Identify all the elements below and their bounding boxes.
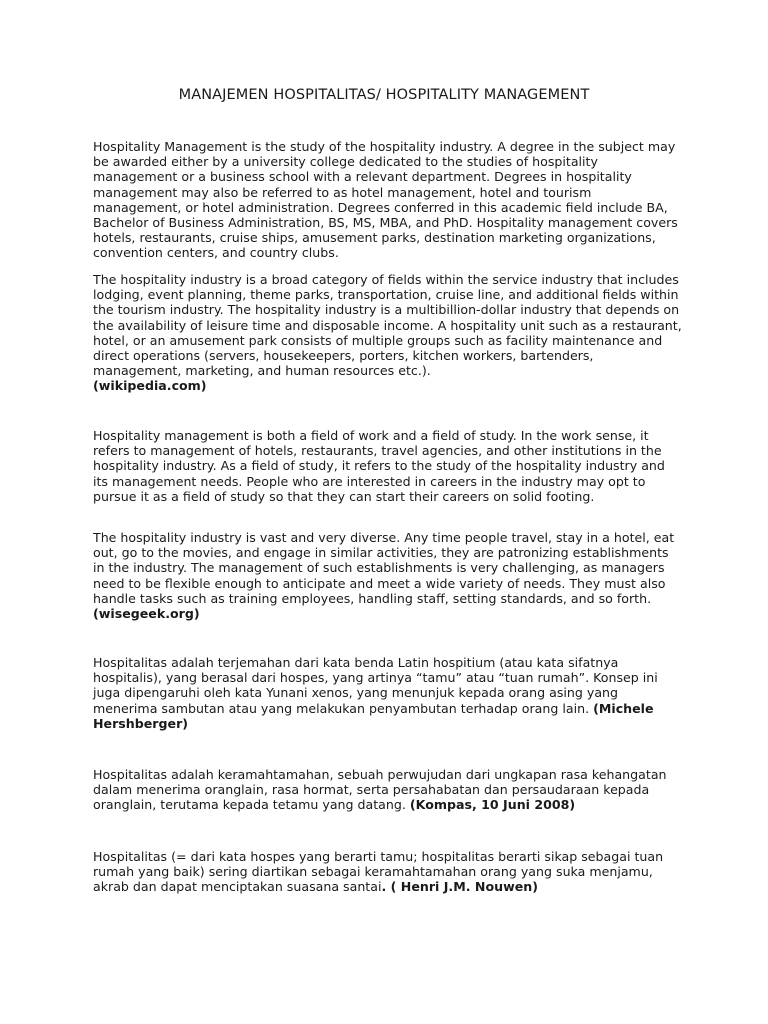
document-title: MANAJEMEN HOSPITALITAS/ HOSPITALITY MANAGEMENT — [178, 87, 590, 103]
paragraph-hospitality-industry-category — [93, 272, 683, 394]
paragraph-source: (wisegeek.org) — [93, 606, 200, 622]
paragraph-hospitality-management-definition — [93, 139, 683, 261]
paragraph-field-of-work-and-study — [93, 428, 683, 504]
paragraph-source: (wikipedia.com) — [93, 378, 207, 394]
paragraph-text: Hospitality Management is the study of the hospitality industry. A degree in the subject may be awarded either by a university college dedicated to the studies of hospitality management or a business school with a relevant department. Degrees in hospitality management may also be referred to as hotel management, hotel and tourism management, or hotel administration. Degrees conferred in this academic field include BA, Bachelor of Business Administration, BS, MS, MBA, and PhD. Hospitality management covers hotels, restaurants, cruise ships, amusement parks, destination marketing organizations, convention centers, and country clubs. — [93, 139, 678, 261]
paragraph-text: The hospitality industry is vast and very diverse. Any time people travel, stay in a hotel, eat out, go to the movies, and engage in similar activities, they are patronizing establishments in the industry. The management of such establishments is very challenging, as managers need to be flexible enough to anticipate and meet a wide variety of needs. They must also handle tasks such as training employees, handling staff, setting standards, and so forth. — [93, 530, 675, 606]
paragraph-hospitalitas-keramahtamahan — [93, 767, 683, 813]
paragraph-hospitalitas-hospes — [93, 849, 683, 895]
paragraph-text: Hospitalitas adalah keramahtamahan, sebuah perwujudan dari ungkapan rasa kehangatan dalam menerima oranglain, rasa hormat, serta persahabatan dan persaudaraan kepada oranglain, terutama kepada tetamu yang datang. — [93, 767, 667, 813]
paragraph-source: (Kompas, 10 Juni 2008) — [409, 797, 576, 813]
paragraph-source: . ( Henri J.M. Nouwen) — [381, 879, 538, 895]
paragraph-text: Hospitality management is both a field of work and a field of study. In the work sense, it refers to management of hotels, restaurants, travel agencies, and other institutions in the hospitality industry. As a field of study, it refers to the study of the hospitality industry and its management needs. People who are interested in careers in the industry may opt to pursue it as a field of study so that they can start their careers on solid footing. — [93, 428, 665, 504]
paragraph-source: (Michele Hershberger) — [93, 700, 654, 731]
paragraph-text: The hospitality industry is a broad category of fields within the service industry that includes lodging, event planning, theme parks, transportation, cruise line, and additional fields within the tourism industry. The hospitality industry is a multibillion-dollar industry that depends on the availability of leisure time and disposable income. A hospitality unit such as a restaurant, hotel, or an amusement park consists of multiple groups such as facility maintenance and direct operations (servers, housekeepers, porters, kitchen workers, bartenders, management, marketing, and human resources etc.). — [93, 272, 682, 379]
paragraph-text: Hospitalitas (= dari kata hospes yang berarti tamu; hospitalitas berarti sikap sebagai tuan rumah yang baik) sering diartikan sebagai keramahtamahan orang yang suka menjamu, akrab dan dapat menciptakan suasana santai — [93, 849, 664, 895]
paragraph-text: Hospitalitas adalah terjemahan dari kata benda Latin hospitium (atau kata sifatnya hospitalis), yang berasal dari hospes, yang artinya “tamu” atau “tuan rumah”. Konsep ini juga dipengaruhi oleh kata Yunani xenos, yang menunjuk kepada orang asing yang menerima sambutan atau yang melakukan penyambutan terhadap orang lain. — [93, 655, 658, 716]
paragraph-hospitalitas-etymology — [93, 655, 683, 731]
paragraph-industry-diversity — [93, 530, 683, 621]
